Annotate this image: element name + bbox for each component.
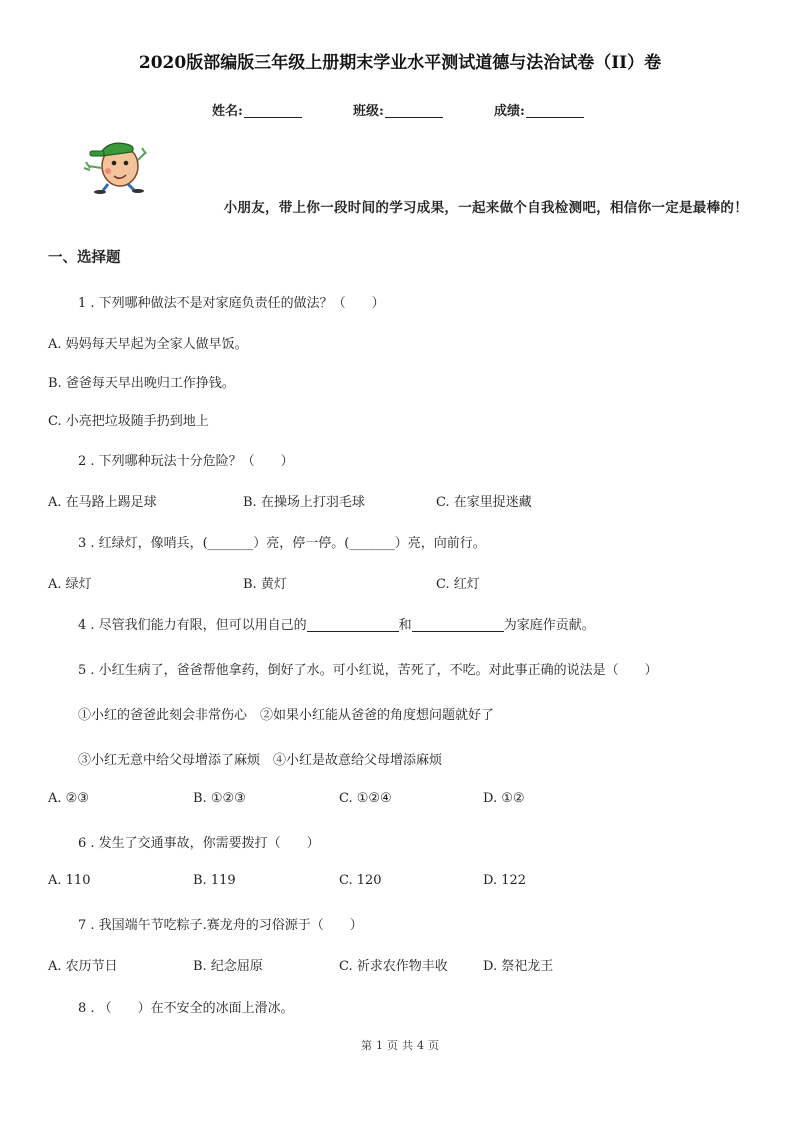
q3-option-b[interactable]: B. 黄灯 — [243, 577, 287, 592]
q5-option-a[interactable]: A. ②③ — [48, 791, 89, 806]
score-field — [494, 100, 584, 119]
class-field — [353, 100, 443, 119]
q1-option-b[interactable]: B. 爸爸每天早出晚归工作挣钱。 — [48, 376, 235, 391]
q1-option-a[interactable]: A. 妈妈每天早起为全家人做早饭。 — [48, 337, 248, 352]
q1-option-c[interactable]: C. 小亮把垃圾随手扔到地上 — [48, 414, 209, 429]
footer-word-ye: 页 — [387, 1039, 398, 1052]
class-blank[interactable] — [385, 103, 443, 118]
q5-option-c[interactable]: C. ①②④ — [339, 791, 392, 806]
mascot-illustration — [80, 138, 148, 194]
q7-option-d[interactable]: D. 祭祀龙王 — [483, 959, 554, 974]
question-1: 1 . 下列哪种做法不是对家庭负责任的做法？（ ） — [78, 296, 385, 311]
question-6: 6 . 发生了交通事故，你需要拨打（ ） — [78, 836, 320, 851]
question-4 — [78, 614, 595, 633]
q6-option-d[interactable]: D. 122 — [483, 873, 527, 888]
question-8: 8 . （ ）在不安全的冰面上滑冰。 — [78, 1001, 294, 1016]
footer-total-pages: 4 — [417, 1039, 424, 1052]
q6-option-b[interactable]: B. 119 — [193, 873, 236, 888]
q6-option-a[interactable]: A. 110 — [48, 873, 91, 888]
footer-word-ye-2: 页 — [428, 1039, 439, 1052]
q7-option-c[interactable]: C. 祈求农作物丰收 — [339, 959, 448, 974]
mascot-icon — [84, 143, 146, 194]
q5-statement-2: ③小红无意中给父母增添了麻烦 ④小红是故意给父母增添麻烦 — [78, 753, 443, 768]
class-label: 班级: — [353, 104, 384, 119]
name-label: 姓名: — [212, 104, 243, 119]
q5-option-d[interactable]: D. ①② — [483, 791, 525, 806]
question-7: 7 . 我国端午节吃粽子.赛龙舟的习俗源于（ ） — [78, 918, 363, 933]
q5-option-b[interactable]: B. ①②③ — [193, 791, 246, 806]
q4-blank-2[interactable] — [412, 617, 504, 632]
q3-option-c[interactable]: C. 红灯 — [436, 577, 480, 592]
question-2: 2 . 下列哪种玩法十分危险？（ ） — [78, 454, 294, 469]
section-title: 一、选择题 — [48, 249, 121, 266]
greeting-text: 小朋友，带上你一段时间的学习成果，一起来做个自我检测吧，相信你一定是最棒的！ — [223, 200, 748, 216]
footer-word-di: 第 — [361, 1039, 372, 1052]
page-title: 2020版部编版三年级上册期末学业水平测试道德与法治试卷（II）卷 — [138, 53, 662, 73]
footer-word-gong: 共 — [402, 1039, 413, 1052]
q2-option-a[interactable]: A. 在马路上踢足球 — [48, 495, 157, 510]
q5-statement-1: ①小红的爸爸此刻会非常伤心 ②如果小红能从爸爸的角度想问题就好了 — [78, 708, 495, 723]
q4-text-2: 和 — [398, 618, 412, 633]
page-footer — [0, 1037, 800, 1053]
q3-option-a[interactable]: A. 绿灯 — [48, 577, 92, 592]
q2-option-c[interactable]: C. 在家里捉迷藏 — [436, 495, 532, 510]
name-blank[interactable] — [244, 103, 302, 118]
q7-option-b[interactable]: B. 纪念屈原 — [193, 959, 263, 974]
score-label: 成绩: — [494, 104, 525, 119]
q4-blank-1[interactable] — [307, 617, 399, 632]
q2-option-b[interactable]: B. 在操场上打羽毛球 — [243, 495, 365, 510]
q4-text-1: 4 . 尽管我们能力有限，但可以用自己的 — [78, 618, 307, 633]
footer-page-number: 1 — [376, 1039, 383, 1052]
question-5: 5 . 小红生病了，爸爸帮他拿药，倒好了水。可小红说，苦死了，不吃。对此事正确的说法是（ ） — [78, 663, 658, 678]
q4-text-3: 为家庭作贡献。 — [503, 618, 595, 633]
q7-option-a[interactable]: A. 农历节日 — [48, 959, 118, 974]
score-blank[interactable] — [526, 103, 584, 118]
name-field — [212, 100, 302, 119]
q6-option-c[interactable]: C. 120 — [339, 873, 382, 888]
question-3: 3 . 红绿灯，像哨兵，(_______）亮，停一停。(_______）亮，向前行。 — [78, 536, 486, 551]
